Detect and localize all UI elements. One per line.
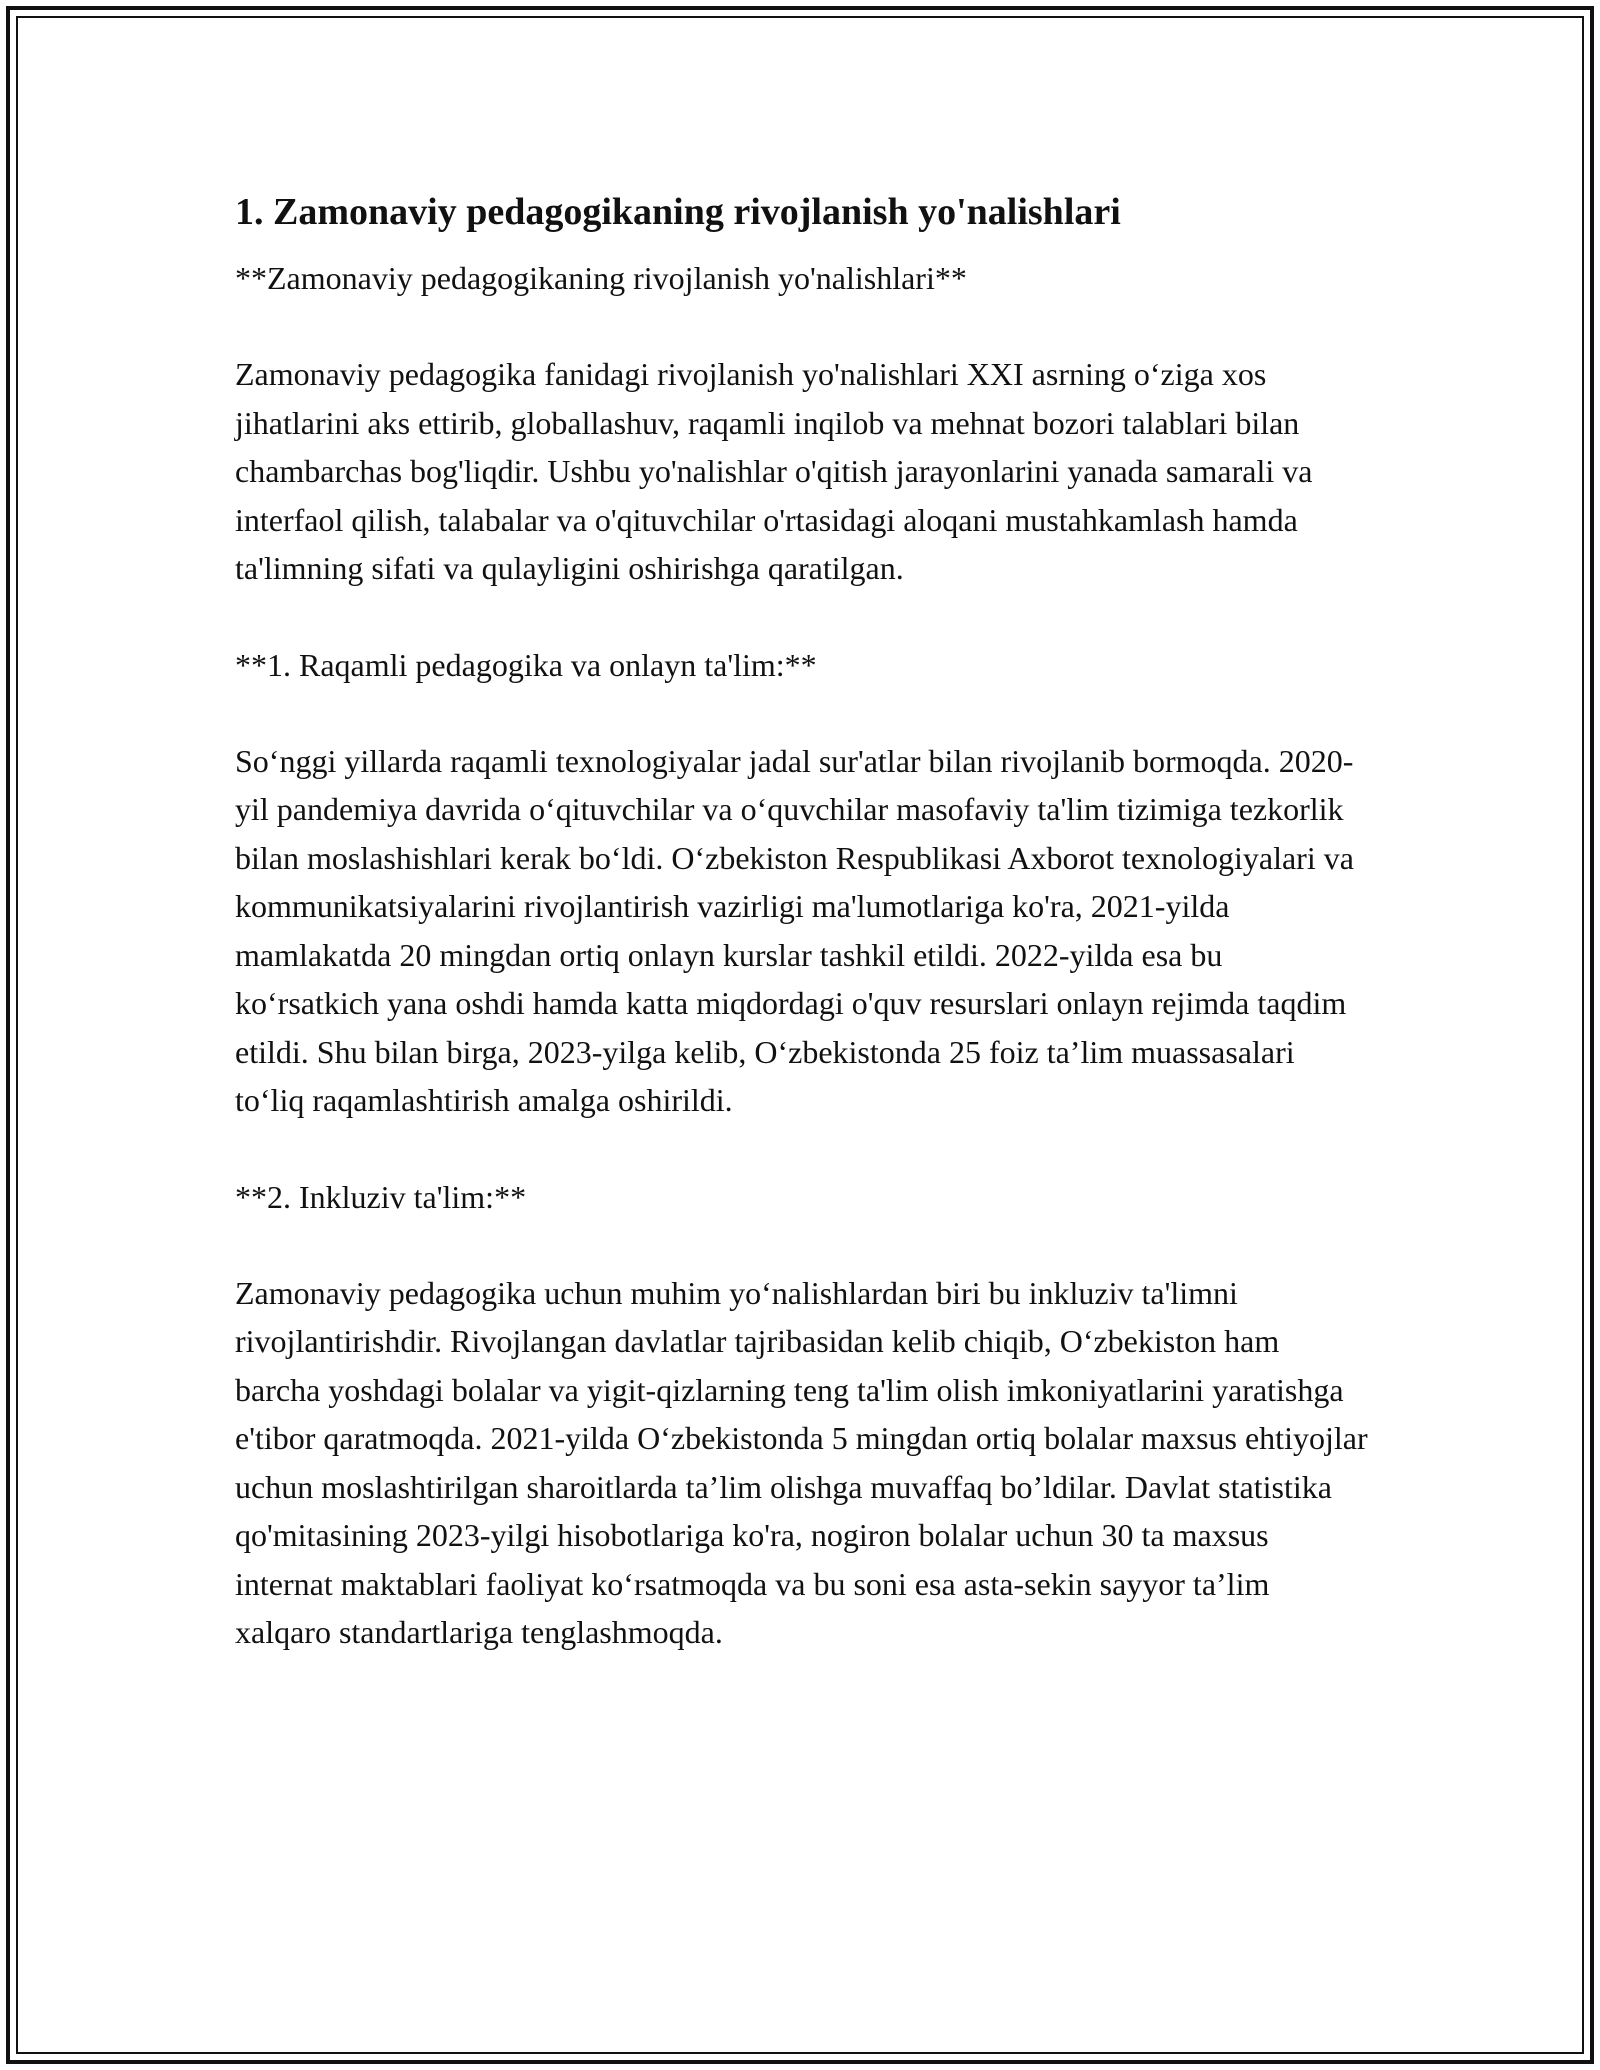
document-body — [235, 183, 1370, 1657]
section-heading-inclusive: **2. Inkluziv ta'lim:** — [235, 1178, 527, 1215]
document-subtitle: **Zamonaviy pedagogikaning rivojlanish yo'nalishlari** — [235, 260, 967, 296]
section-paragraph-digital: So‘nggi yillarda raqamli texnologiyalar jadal sur'atlar bilan rivojlanib bormoqda. 2020-yil pandemiya davrida o‘qituvchilar va o‘quvchilar masofaviy ta'lim tizimiga tezkorlik bilan moslashishlari kerak bo‘ldi. O‘zbekiston Respublikasi Axborot texnologiyalari va kommunikatsiyalarini rivojlantirish vazirligi ma'lumotlariga ko'ra, 2021-yilda mamlakatda 20 mingdan ortiq onlayn kurslar tashkil etildi. 2022-yilda esa bu ko‘rsatkich yana oshdi hamda katta miqdordagi o'quv resurslari onlayn rejimda taqdim etildi. Shu bilan birga, 2023-yilga kelib, O‘zbekistonda 25 foiz ta’lim muassasalari to‘liq raqamlashtirish amalga oshirildi. — [235, 742, 1354, 1118]
document-title: 1. Zamonaviy pedagogikaning rivojlanish yo'nalishlari — [235, 191, 1121, 233]
section-heading-digital: **1. Raqamli pedagogika va onlayn ta'lim:** — [235, 646, 817, 683]
intro-paragraph: Zamonaviy pedagogika fanidagi rivojlanish yo'nalishlari XXI asrning o‘ziga xos jihatlarini aks ettirib, globallashuv, raqamli inqilob va mehnat bozori talablari bilan chambarchas bog'liqdir. Ushbu yo'nalishlar o'qitish jarayonlarini yanada samarali va interfaol qilish, talabalar va o'qituvchilar o'rtasidagi aloqani mustahkamlash hamda ta'limning sifati va qulayligini oshirishga qaratilgan. — [235, 356, 1313, 586]
section-paragraph-inclusive: Zamonaviy pedagogika uchun muhim yo‘nalishlardan biri bu inkluziv ta'limni rivojlantirishdir. Rivojlangan davlatlar tajribasidan kelib chiqib, O‘zbekiston ham barcha yoshdagi bolalar va yigit-qizlarning teng ta'lim olish imkoniyatlarini yaratishga e'tibor qaratmoqda. 2021-yilda O‘zbekistonda 5 mingdan ortiq bolalar maxsus ehtiyojlar uchun moslashtirilgan sharoitlarda ta’lim olishga muvaffaq bo’ldilar. Davlat statistika qo'mitasining 2023-yilgi hisobotlariga ko'ra, nogiron bolalar uchun 30 ta maxsus internat maktablari faoliyat ko‘rsatmoqda va bu soni esa asta-sekin sayyor ta’lim xalqaro standartlariga tenglashmoqda. — [235, 1274, 1368, 1650]
